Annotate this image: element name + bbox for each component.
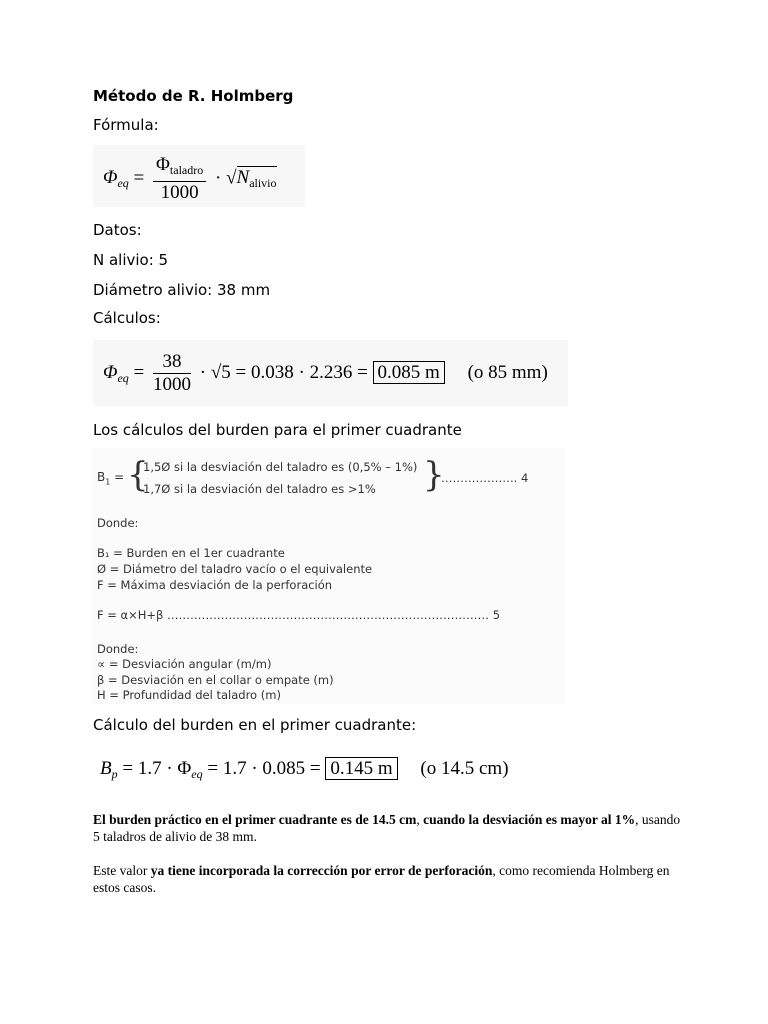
holmberg-formula <box>103 155 277 203</box>
b-symbol: B <box>100 758 112 779</box>
numerator-subscript: taladro <box>169 163 204 177</box>
bold-text: ya tiene incorporada la corrección por error de perforación <box>150 863 493 878</box>
def-b1: B₁ = Burden en el 1er cuadrante <box>97 546 285 560</box>
burden-rules-image <box>93 448 565 704</box>
calculation-steps: · √5 = 0.038 · 2.236 = <box>199 361 368 383</box>
fraction-numerator: Φ <box>156 154 170 175</box>
right-brace: } <box>423 455 445 495</box>
calc-image-1 <box>93 340 568 406</box>
fraction-denominator: 1000 <box>160 182 199 203</box>
conclusion-paragraph-2 <box>93 862 683 896</box>
def-alpha: ∝ = Desviación angular (m/m) <box>97 657 272 671</box>
eq-subscript: eq <box>117 176 129 191</box>
def-diameter: Ø = Diámetro del taladro vacío o el equivalente <box>97 562 373 576</box>
formula-image <box>93 145 305 207</box>
eq-subscript: eq <box>117 370 129 385</box>
phi-symbol: Φ <box>103 361 118 383</box>
alt-result: (o 85 mm) <box>467 361 548 383</box>
n-symbol: N <box>236 167 250 189</box>
calculos-label: Cálculos: <box>93 309 161 327</box>
text: Este valor <box>93 863 151 878</box>
eq-subscript: eq <box>191 767 203 781</box>
formula-label: Fórmula: <box>93 116 159 134</box>
rule-line-1: 1,5Ø si la desviación del taladro es (0,5% – 1%) <box>143 460 418 474</box>
page-title: Método de R. Holmberg <box>93 87 294 105</box>
calculation-steps: = 1.7 · Φ <box>122 758 192 779</box>
equation-4-ref: ……………….. 4 <box>441 471 529 485</box>
sqrt-symbol: √ <box>226 167 237 189</box>
result-box: 0.085 m <box>373 361 445 384</box>
equals-sign: = <box>133 361 145 383</box>
calc-burden-heading: Cálculo del burden en el primer cuadrante: <box>93 716 417 734</box>
burden-calculation <box>100 758 509 782</box>
fraction <box>153 352 191 395</box>
b1-label: $B_1$ = <box>97 470 125 487</box>
datos-label: Datos: <box>93 221 142 239</box>
n-subscript: alivio <box>249 176 277 191</box>
phi-eq-calculation <box>103 352 548 395</box>
def-h: H = Profundidad del taladro (m) <box>97 688 281 702</box>
text: , <box>416 812 424 827</box>
n-alivio-text: N alivio: 5 <box>93 251 169 269</box>
def-f: F = Máxima desviación de la perforación <box>97 578 333 592</box>
donde-label-2: Donde: <box>97 642 139 656</box>
rule-line-2: 1,7Ø si la desviación del taladro es >1% <box>143 482 376 496</box>
diametro-alivio-text: Diámetro alivio: 38 mm <box>93 281 271 299</box>
text: , como recomienda Holmberg en estos casos. <box>93 863 670 895</box>
fraction-denominator: 1000 <box>153 374 192 395</box>
fraction <box>153 155 206 203</box>
alt-result: (o 14.5 cm) <box>420 758 509 779</box>
equals-sign: = <box>133 167 145 189</box>
text: , usando 5 taladros de alivio de 38 mm. <box>93 812 681 844</box>
bold-text: cuando la desviación es mayor al 1% <box>423 812 636 827</box>
bold-text: El burden práctico en el primer cuadrante es de 14.5 cm <box>93 812 417 827</box>
phi-symbol: Φ <box>103 167 118 189</box>
equation-5: F = α×H+β ………………………………………………………………………… 5 <box>97 608 501 622</box>
p-subscript: p <box>111 767 118 781</box>
calculation-steps-2: = 1.7 · 0.085 = <box>207 758 321 779</box>
conclusion-paragraph-1 <box>93 811 683 845</box>
fraction-numerator: 38 <box>153 352 191 374</box>
def-beta: β = Desviación en el collar o empate (m) <box>97 673 334 687</box>
donde-label-1: Donde: <box>97 516 139 530</box>
left-brace: { <box>127 455 149 495</box>
result-box: 0.145 m <box>325 757 397 780</box>
burden-heading: Los cálculos del burden para el primer cuadrante <box>93 421 462 439</box>
dot-operator: · <box>214 167 222 189</box>
